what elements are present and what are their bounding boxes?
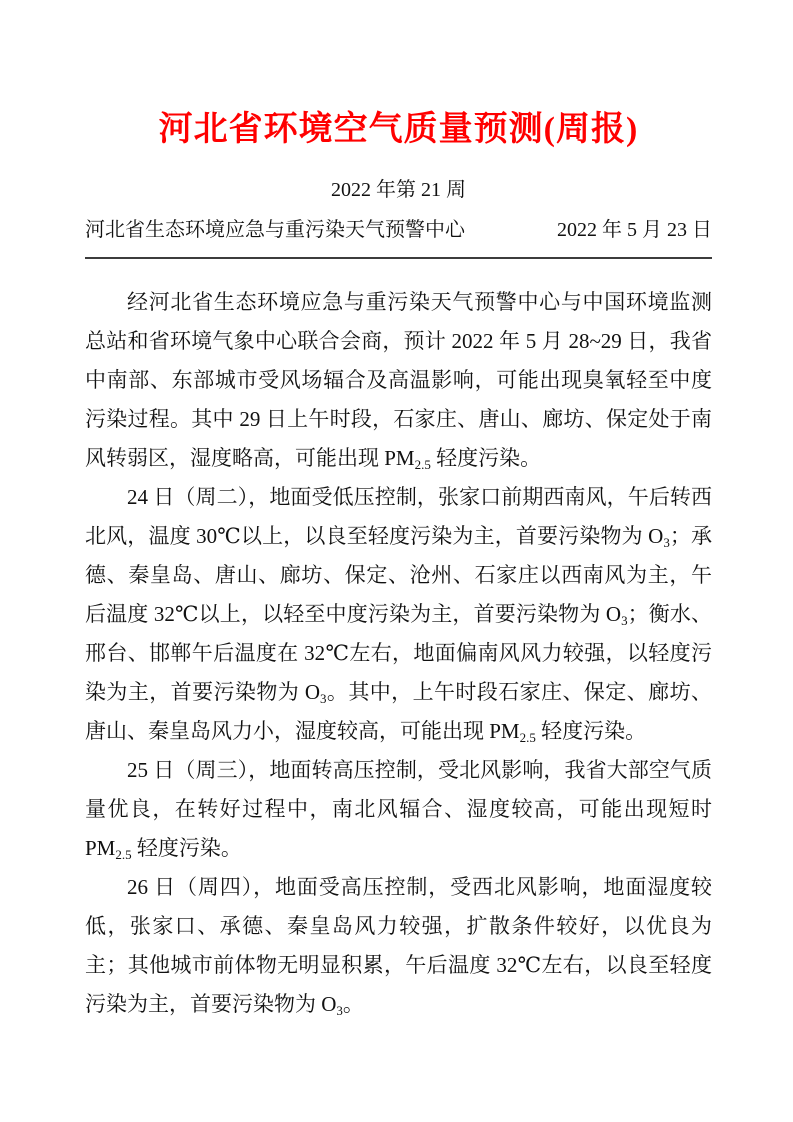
- subscript: 3: [320, 691, 327, 706]
- text-run: 26 日（周四），地面受高压控制，受西北风影响，地面湿度较低，张家口、承德、秦皇岛风力较强，扩散条件较好，以优良为主；其他城市前体物无明显积累，午后温度 32℃左右，以良至轻度污染为主，首要污染物为 O: [85, 875, 712, 1016]
- text-run: 轻度污染。: [535, 719, 647, 743]
- paragraph: [85, 751, 712, 868]
- text-run: ；承德、秦皇岛、唐山、廊坊、保定、沧州、石家庄以西南风为主，午后温度 32℃以上，以轻至中度污染为主，首要污染物为 O: [85, 524, 713, 626]
- text-run: 。其中，上午时段石家庄、保定、廊坊、唐山、秦皇岛风力小，湿度较高，可能出现 PM: [85, 680, 712, 743]
- report-date: 2022 年 5 月 23 日: [557, 219, 712, 241]
- text-run: 轻度污染。: [430, 446, 542, 470]
- subscript: 3: [621, 613, 628, 628]
- text-run: 经河北省生态环境应急与重污染天气预警中心与中国环境监测总站和省环境气象中心联合会商，预计 2022 年 5 月 28~29 日，我省中南部、东部城市受风场辐合及高温影响，可能出现臭氧轻至中度污染过程。其中 29 日上午时段，石家庄、唐山、廊坊、保定处于南风转弱区，湿度略高，可能出现 PM: [85, 290, 712, 470]
- text-run: 25 日（周三），地面转高压控制，受北风影响，我省大部空气质量优良，在转好过程中，南北风辐合、湿度较高，可能出现短时 PM: [85, 758, 712, 860]
- subscript: 2.5: [115, 847, 132, 862]
- subscript: 2.5: [414, 457, 431, 472]
- text-run: 24 日（周二），地面受低压控制，张家口前期西南风，午后转西北风，温度 30℃以上，以良至轻度污染为主，首要污染物为 O: [85, 485, 712, 548]
- document-body: [85, 283, 712, 1024]
- paragraph: [85, 283, 712, 478]
- text-run: 。: [342, 992, 364, 1016]
- text-run: 轻度污染。: [131, 836, 242, 860]
- subscript: 3: [336, 1003, 343, 1018]
- text-run: ；衡水、邢台、邯郸午后温度在 32℃左右，地面偏南风风力较强，以轻度污染为主，首要污染物为 O: [85, 602, 713, 704]
- week-number: 2022 年第 21 周: [331, 179, 466, 201]
- report-title: 河北省环境空气质量预测(周报): [158, 111, 639, 148]
- paragraph: [85, 868, 712, 1024]
- subscript: 3: [663, 535, 670, 550]
- organization-name: 河北省生态环境应急与重污染天气预警中心: [85, 219, 465, 241]
- header-divider: [85, 257, 712, 259]
- paragraph: [85, 478, 712, 751]
- byline: [85, 216, 712, 244]
- subscript: 2.5: [519, 730, 536, 745]
